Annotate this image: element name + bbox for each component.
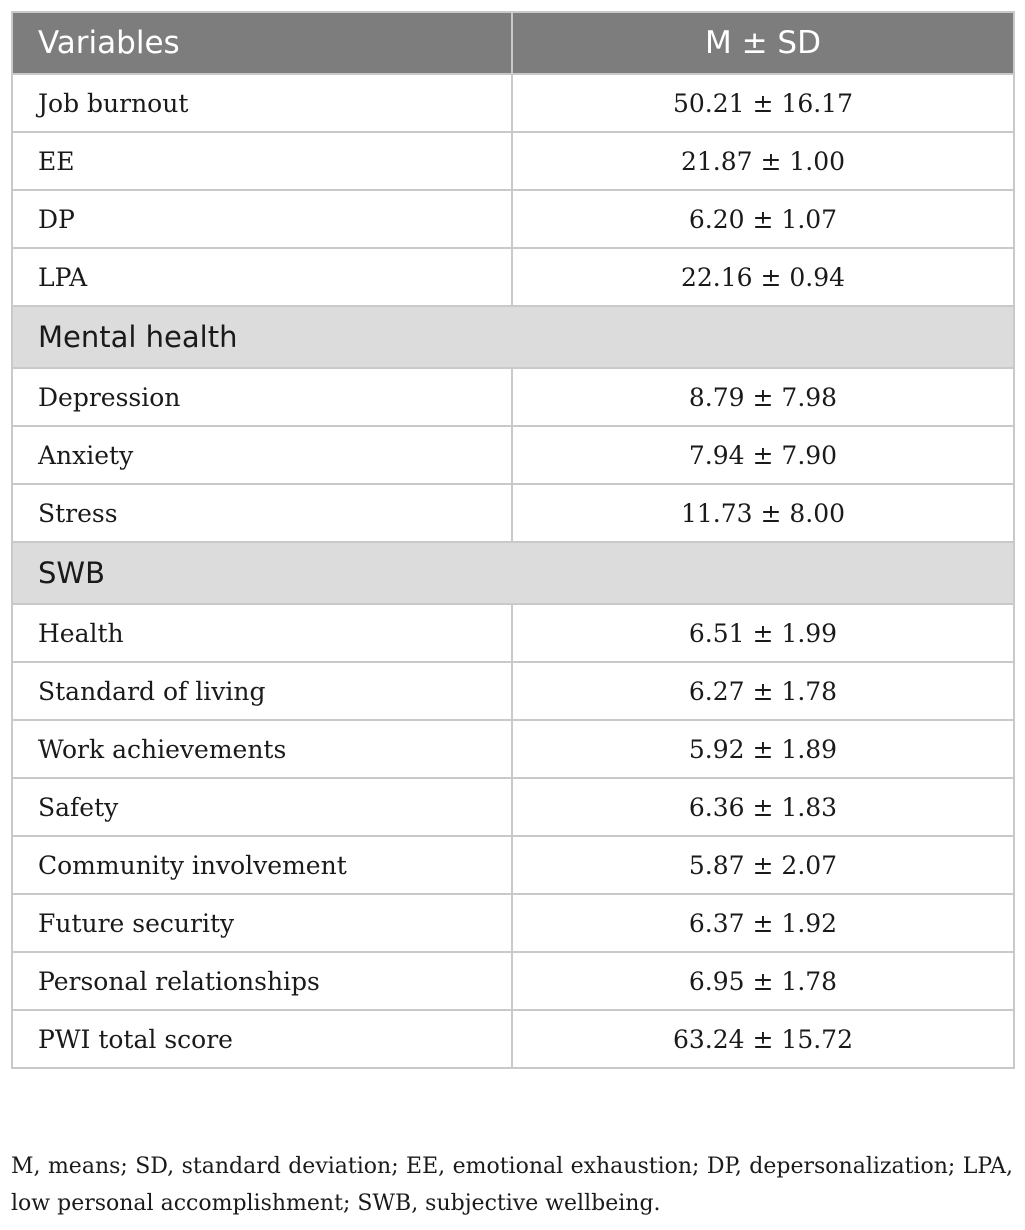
table-row — [12, 952, 1014, 1010]
variable-label: Personal relationships — [12, 952, 512, 1010]
mean-sd-value: 8.79 ± 7.98 — [512, 368, 1014, 426]
mean-sd-value: 11.73 ± 8.00 — [512, 484, 1014, 542]
header-variables: Variables — [12, 12, 512, 74]
table-row — [12, 662, 1014, 720]
variable-label: Stress — [12, 484, 512, 542]
mean-sd-value: 6.95 ± 1.78 — [512, 952, 1014, 1010]
mean-sd-value: 6.20 ± 1.07 — [512, 190, 1014, 248]
header-row — [12, 12, 1014, 74]
header-mean-sd: M ± SD — [512, 12, 1014, 74]
table-body — [12, 74, 1014, 1068]
table-row — [12, 74, 1014, 132]
variable-label: Community involvement — [12, 836, 512, 894]
variable-label: Standard of living — [12, 662, 512, 720]
variable-label: Safety — [12, 778, 512, 836]
variable-label: LPA — [12, 248, 512, 306]
data-table-container — [11, 11, 1013, 1069]
mean-sd-value: 6.27 ± 1.78 — [512, 662, 1014, 720]
mean-sd-value: 5.92 ± 1.89 — [512, 720, 1014, 778]
table-row — [12, 132, 1014, 190]
table-footnote: M, means; SD, standard deviation; EE, emotional exhaustion; DP, depersonalization; LPA, low personal accomplishment; SWB, subjective wellbeing. — [11, 1154, 1013, 1216]
mean-sd-value: 6.51 ± 1.99 — [512, 604, 1014, 662]
variable-label: Future security — [12, 894, 512, 952]
descriptive-statistics-table — [11, 11, 1015, 1069]
table-row — [12, 1010, 1014, 1068]
mean-sd-value: 6.37 ± 1.92 — [512, 894, 1014, 952]
table-row — [12, 426, 1014, 484]
table-row — [12, 836, 1014, 894]
table-row — [12, 484, 1014, 542]
section-row — [12, 306, 1014, 368]
mean-sd-value: 21.87 ± 1.00 — [512, 132, 1014, 190]
mean-sd-value: 50.21 ± 16.17 — [512, 74, 1014, 132]
table-row — [12, 894, 1014, 952]
table-row — [12, 368, 1014, 426]
table-row — [12, 778, 1014, 836]
variable-label: EE — [12, 132, 512, 190]
variable-label: Health — [12, 604, 512, 662]
variable-label: Job burnout — [12, 74, 512, 132]
variable-label: PWI total score — [12, 1010, 512, 1068]
mean-sd-value: 22.16 ± 0.94 — [512, 248, 1014, 306]
mean-sd-value: 7.94 ± 7.90 — [512, 426, 1014, 484]
table-row — [12, 720, 1014, 778]
table-row — [12, 248, 1014, 306]
variable-label: Work achievements — [12, 720, 512, 778]
section-row — [12, 542, 1014, 604]
variable-label: Depression — [12, 368, 512, 426]
mean-sd-value: 63.24 ± 15.72 — [512, 1010, 1014, 1068]
variable-label: Anxiety — [12, 426, 512, 484]
mean-sd-value: 5.87 ± 2.07 — [512, 836, 1014, 894]
mean-sd-value: 6.36 ± 1.83 — [512, 778, 1014, 836]
section-label: Mental health — [12, 306, 1014, 368]
table-row — [12, 604, 1014, 662]
variable-label: DP — [12, 190, 512, 248]
table-row — [12, 190, 1014, 248]
table-header — [12, 12, 1014, 74]
section-label: SWB — [12, 542, 1014, 604]
